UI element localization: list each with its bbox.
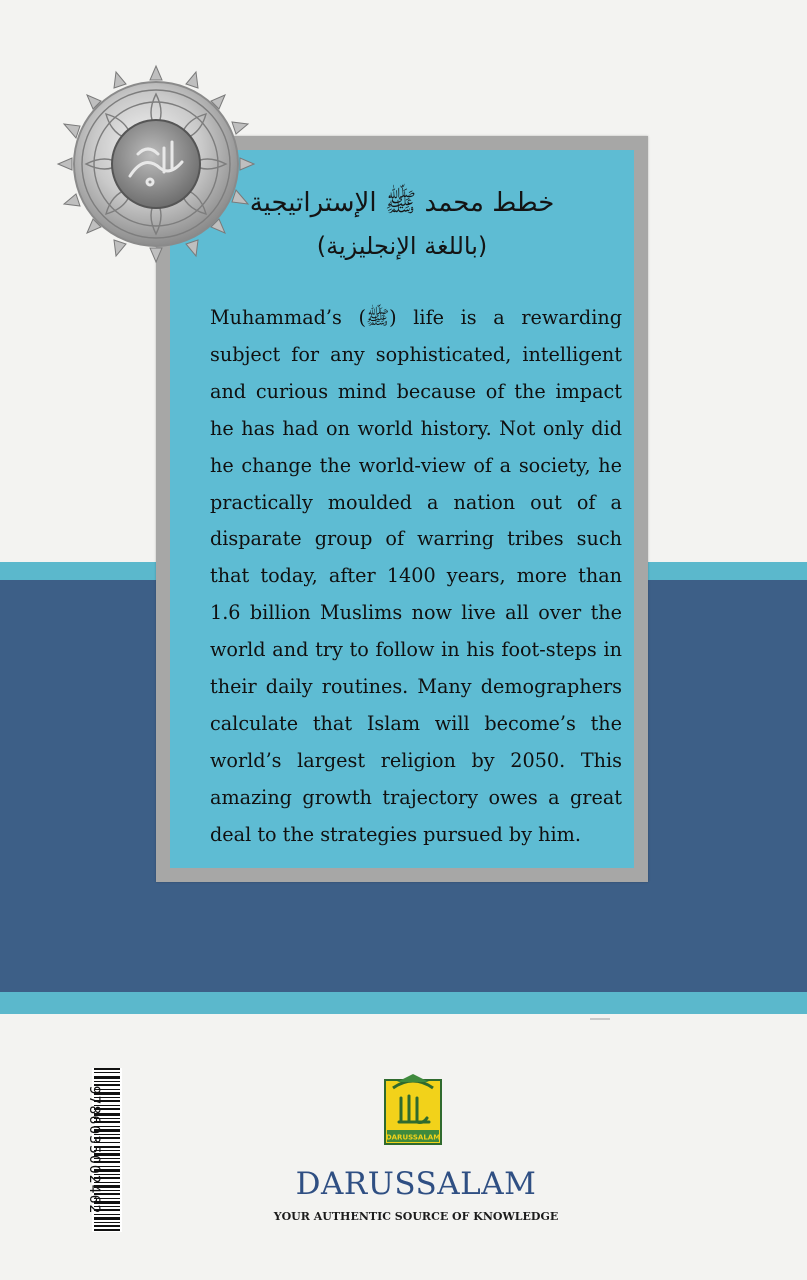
isbn-number-text: 9786035002462 — [86, 1085, 102, 1215]
light-blue-band-bottom — [0, 992, 807, 1014]
scan-mark — [590, 1018, 610, 1020]
arabic-title: خطط محمد ﷺ الإستراتيجية — [249, 188, 555, 218]
arabic-subtitle: (باللغة الإنجليزية) — [316, 232, 488, 260]
logo-text: DARUSSALAM — [385, 1133, 441, 1142]
publisher-tagline: YOUR AUTHENTIC SOURCE OF KNOWLEDGE — [273, 1210, 559, 1223]
publisher-name: DARUSSALAM — [295, 1166, 537, 1202]
isbn-number — [88, 1068, 100, 1232]
book-description: Muhammad’s (ﷺ) life is a rewarding subject for any sophisticated, intelligent and curious mind because of the impact he has had on world history. Not only did he change the world-view of a society, he practically moulded a nation out of a disparate group of warring tribes such that today, after 1400 years, more than 1.6 billion Muslims now live all over the world and try to follow in his foot-steps in their daily routines. Many demographers calculate that Islam will become’s the world’s largest religion by 2050. This amazing growth trajectory owes a great deal to the strategies pursued by him. — [210, 306, 622, 846]
ornamental-medallion-icon — [56, 64, 256, 264]
darussalam-logo-icon — [383, 1072, 443, 1146]
